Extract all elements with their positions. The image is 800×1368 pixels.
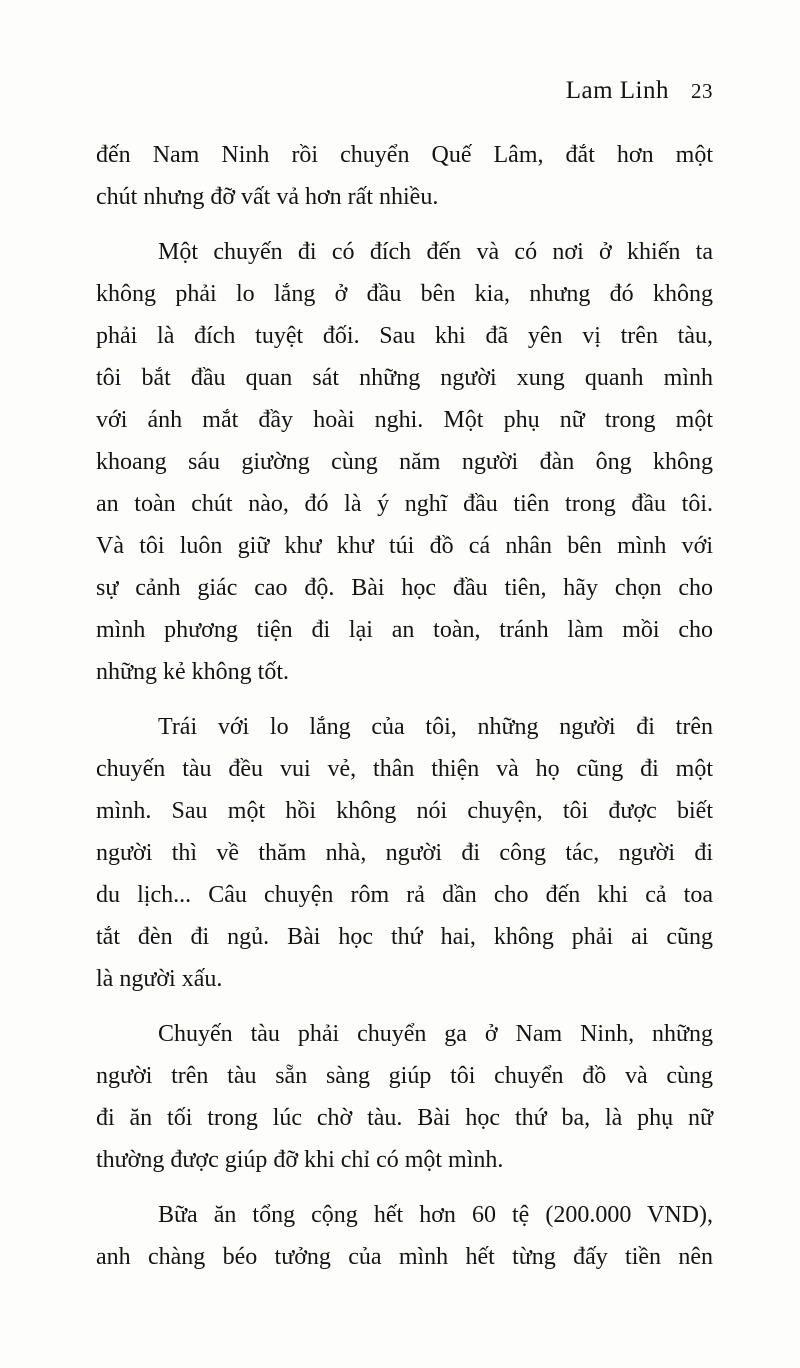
page-body bbox=[96, 134, 713, 1278]
text-line: mình. Sau một hồi không nói chuyện, tôi được biết bbox=[96, 798, 713, 824]
text-line: Trái với lo lắng của tôi, những người đi trên bbox=[158, 714, 713, 740]
text-line: với ánh mắt đầy hoài nghi. Một phụ nữ trong một bbox=[96, 407, 713, 433]
text-line: sự cảnh giác cao độ. Bài học đầu tiên, hãy chọn cho bbox=[96, 575, 713, 601]
paragraph bbox=[96, 1013, 713, 1181]
text-line: du lịch... Câu chuyện rôm rả dần cho đến khi cả toa bbox=[96, 882, 713, 908]
text-line: đi ăn tối trong lúc chờ tàu. Bài học thứ ba, là phụ nữ bbox=[96, 1105, 713, 1131]
text-line: thường được giúp đỡ khi chỉ có một mình. bbox=[96, 1147, 504, 1173]
text-line: người trên tàu sẵn sàng giúp tôi chuyển đồ và cùng bbox=[96, 1063, 713, 1089]
text-line: phải là đích tuyệt đối. Sau khi đã yên vị trên tàu, bbox=[96, 323, 713, 349]
text-line: không phải lo lắng ở đầu bên kia, nhưng đó không bbox=[96, 281, 713, 307]
text-line: mình phương tiện đi lại an toàn, tránh làm mồi cho bbox=[96, 617, 713, 643]
paragraph bbox=[96, 231, 713, 693]
text-line: tôi bắt đầu quan sát những người xung quanh mình bbox=[96, 365, 713, 391]
text-line: người thì về thăm nhà, người đi công tác, người đi bbox=[96, 840, 713, 866]
text-line: khoang sáu giường cùng năm người đàn ông không bbox=[96, 449, 713, 475]
text-line: là người xấu. bbox=[96, 966, 223, 992]
running-header bbox=[96, 76, 713, 106]
paragraph bbox=[96, 1194, 713, 1278]
running-header-title: Lam Linh bbox=[565, 77, 669, 104]
text-line: Chuyến tàu phải chuyển ga ở Nam Ninh, những bbox=[158, 1021, 713, 1047]
text-line: Bữa ăn tổng cộng hết hơn 60 tệ (200.000 VND), bbox=[158, 1202, 713, 1228]
text-line: Và tôi luôn giữ khư khư túi đồ cá nhân bên mình với bbox=[96, 533, 713, 559]
paragraph bbox=[96, 706, 713, 1000]
paragraph bbox=[96, 134, 713, 218]
text-line: những kẻ không tốt. bbox=[96, 659, 289, 685]
text-line: chút nhưng đỡ vất vả hơn rất nhiều. bbox=[96, 184, 439, 210]
text-line: tắt đèn đi ngủ. Bài học thứ hai, không phải ai cũng bbox=[96, 924, 713, 950]
text-line: đến Nam Ninh rồi chuyển Quế Lâm, đắt hơn một bbox=[96, 142, 713, 168]
text-line: an toàn chút nào, đó là ý nghĩ đầu tiên trong đầu tôi. bbox=[96, 491, 713, 517]
page-number: 23 bbox=[691, 79, 713, 103]
text-line: anh chàng béo tưởng của mình hết từng đấy tiền nên bbox=[96, 1244, 713, 1270]
text-line: chuyến tàu đều vui vẻ, thân thiện và họ cũng đi một bbox=[96, 756, 713, 782]
text-line: Một chuyến đi có đích đến và có nơi ở khiến ta bbox=[158, 239, 713, 265]
